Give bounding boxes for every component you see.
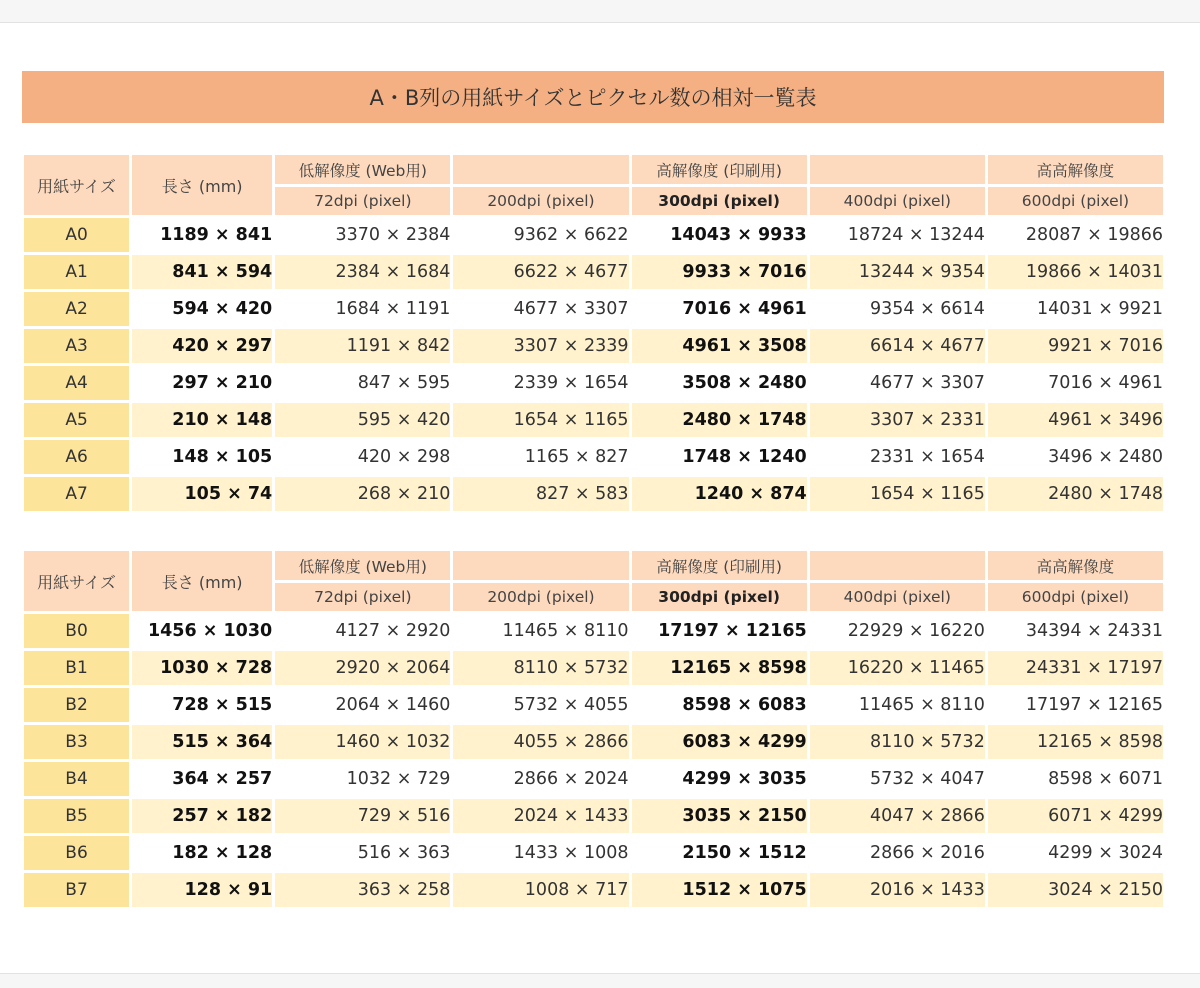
pixel-200dpi-cell: 827 × 583 — [453, 477, 628, 511]
pixel-300dpi-cell: 7016 × 4961 — [632, 292, 807, 326]
pixel-400dpi-cell: 2866 × 2016 — [810, 836, 985, 870]
page — [0, 22, 1200, 974]
table-row — [24, 836, 1163, 870]
pixel-400dpi-cell: 3307 × 2331 — [810, 403, 985, 437]
pixel-200dpi-cell: 4677 × 3307 — [453, 292, 628, 326]
pixel-600dpi-cell: 7016 × 4961 — [988, 366, 1163, 400]
header-paper-size: 用紙サイズ — [24, 551, 129, 611]
page-title: A・B列の用紙サイズとピクセル数の相対一覧表 — [22, 71, 1164, 123]
paper-size-cell: B0 — [24, 614, 129, 648]
pixel-600dpi-cell: 3024 × 2150 — [988, 873, 1163, 907]
pixel-600dpi-cell: 17197 × 12165 — [988, 688, 1163, 722]
header-blank — [453, 551, 628, 580]
length-mm-cell: 515 × 364 — [132, 725, 272, 759]
length-mm-cell: 105 × 74 — [132, 477, 272, 511]
pixel-72dpi-cell: 516 × 363 — [275, 836, 450, 870]
pixel-72dpi-cell: 363 × 258 — [275, 873, 450, 907]
pixel-72dpi-cell: 847 × 595 — [275, 366, 450, 400]
paper-size-cell: A5 — [24, 403, 129, 437]
pixel-300dpi-cell: 1748 × 1240 — [632, 440, 807, 474]
pixel-600dpi-cell: 2480 × 1748 — [988, 477, 1163, 511]
paper-size-cell: B5 — [24, 799, 129, 833]
length-mm-cell: 364 × 257 — [132, 762, 272, 796]
pixel-300dpi-cell: 2480 × 1748 — [632, 403, 807, 437]
header-ultra-res: 高高解像度 — [988, 551, 1163, 580]
length-mm-cell: 728 × 515 — [132, 688, 272, 722]
pixel-72dpi-cell: 4127 × 2920 — [275, 614, 450, 648]
pixel-400dpi-cell: 4677 × 3307 — [810, 366, 985, 400]
a-series-table — [21, 152, 1166, 514]
paper-size-cell: A1 — [24, 255, 129, 289]
header-600dpi: 600dpi (pixel) — [988, 583, 1163, 611]
header-length: 長さ (mm) — [132, 155, 272, 215]
header-blank — [810, 551, 985, 580]
pixel-200dpi-cell: 1433 × 1008 — [453, 836, 628, 870]
pixel-400dpi-cell: 4047 × 2866 — [810, 799, 985, 833]
table-row — [24, 614, 1163, 648]
pixel-200dpi-cell: 9362 × 6622 — [453, 218, 628, 252]
header-blank — [810, 155, 985, 184]
pixel-600dpi-cell: 14031 × 9921 — [988, 292, 1163, 326]
header-200dpi: 200dpi (pixel) — [453, 187, 628, 215]
pixel-200dpi-cell: 6622 × 4677 — [453, 255, 628, 289]
pixel-400dpi-cell: 9354 × 6614 — [810, 292, 985, 326]
pixel-200dpi-cell: 2339 × 1654 — [453, 366, 628, 400]
length-mm-cell: 128 × 91 — [132, 873, 272, 907]
pixel-72dpi-cell: 268 × 210 — [275, 477, 450, 511]
table-row — [24, 329, 1163, 363]
header-300dpi: 300dpi (pixel) — [632, 187, 807, 215]
pixel-300dpi-cell: 2150 × 1512 — [632, 836, 807, 870]
pixel-600dpi-cell: 9921 × 7016 — [988, 329, 1163, 363]
header-low-res: 低解像度 (Web用) — [275, 551, 450, 580]
header-72dpi: 72dpi (pixel) — [275, 583, 450, 611]
table-row — [24, 477, 1163, 511]
pixel-600dpi-cell: 28087 × 19866 — [988, 218, 1163, 252]
pixel-72dpi-cell: 1032 × 729 — [275, 762, 450, 796]
pixel-72dpi-cell: 2920 × 2064 — [275, 651, 450, 685]
table-row — [24, 366, 1163, 400]
table-row — [24, 440, 1163, 474]
paper-size-cell: A3 — [24, 329, 129, 363]
header-length: 長さ (mm) — [132, 551, 272, 611]
paper-size-cell: B6 — [24, 836, 129, 870]
pixel-72dpi-cell: 1684 × 1191 — [275, 292, 450, 326]
pixel-200dpi-cell: 2024 × 1433 — [453, 799, 628, 833]
pixel-72dpi-cell: 729 × 516 — [275, 799, 450, 833]
pixel-200dpi-cell: 11465 × 8110 — [453, 614, 628, 648]
pixel-400dpi-cell: 6614 × 4677 — [810, 329, 985, 363]
pixel-300dpi-cell: 9933 × 7016 — [632, 255, 807, 289]
header-low-res: 低解像度 (Web用) — [275, 155, 450, 184]
table-row — [24, 873, 1163, 907]
length-mm-cell: 594 × 420 — [132, 292, 272, 326]
table-row — [24, 799, 1163, 833]
paper-size-cell: B3 — [24, 725, 129, 759]
pixel-600dpi-cell: 3496 × 2480 — [988, 440, 1163, 474]
pixel-600dpi-cell: 4961 × 3496 — [988, 403, 1163, 437]
a-series-body — [24, 218, 1163, 511]
header-400dpi: 400dpi (pixel) — [810, 187, 985, 215]
paper-size-cell: B2 — [24, 688, 129, 722]
pixel-300dpi-cell: 4961 × 3508 — [632, 329, 807, 363]
length-mm-cell: 420 × 297 — [132, 329, 272, 363]
pixel-300dpi-cell: 1240 × 874 — [632, 477, 807, 511]
pixel-72dpi-cell: 1460 × 1032 — [275, 725, 450, 759]
length-mm-cell: 1189 × 841 — [132, 218, 272, 252]
header-row-top — [24, 155, 1163, 184]
paper-size-cell: B4 — [24, 762, 129, 796]
pixel-300dpi-cell: 6083 × 4299 — [632, 725, 807, 759]
pixel-300dpi-cell: 12165 × 8598 — [632, 651, 807, 685]
pixel-600dpi-cell: 8598 × 6071 — [988, 762, 1163, 796]
pixel-400dpi-cell: 2331 × 1654 — [810, 440, 985, 474]
length-mm-cell: 841 × 594 — [132, 255, 272, 289]
pixel-200dpi-cell: 1008 × 717 — [453, 873, 628, 907]
paper-size-cell: A0 — [24, 218, 129, 252]
pixel-300dpi-cell: 14043 × 9933 — [632, 218, 807, 252]
pixel-400dpi-cell: 13244 × 9354 — [810, 255, 985, 289]
table-row — [24, 688, 1163, 722]
table-row — [24, 762, 1163, 796]
pixel-400dpi-cell: 8110 × 5732 — [810, 725, 985, 759]
pixel-300dpi-cell: 4299 × 3035 — [632, 762, 807, 796]
pixel-600dpi-cell: 34394 × 24331 — [988, 614, 1163, 648]
header-high-res: 高解像度 (印刷用) — [632, 551, 807, 580]
pixel-400dpi-cell: 16220 × 11465 — [810, 651, 985, 685]
length-mm-cell: 182 × 128 — [132, 836, 272, 870]
paper-size-cell: B1 — [24, 651, 129, 685]
pixel-72dpi-cell: 3370 × 2384 — [275, 218, 450, 252]
pixel-600dpi-cell: 24331 × 17197 — [988, 651, 1163, 685]
header-blank — [453, 155, 628, 184]
pixel-200dpi-cell: 5732 × 4055 — [453, 688, 628, 722]
pixel-400dpi-cell: 22929 × 16220 — [810, 614, 985, 648]
pixel-200dpi-cell: 2866 × 2024 — [453, 762, 628, 796]
pixel-200dpi-cell: 1165 × 827 — [453, 440, 628, 474]
pixel-200dpi-cell: 8110 × 5732 — [453, 651, 628, 685]
pixel-400dpi-cell: 1654 × 1165 — [810, 477, 985, 511]
length-mm-cell: 257 × 182 — [132, 799, 272, 833]
header-ultra-res: 高高解像度 — [988, 155, 1163, 184]
table-row — [24, 403, 1163, 437]
pixel-300dpi-cell: 1512 × 1075 — [632, 873, 807, 907]
header-400dpi: 400dpi (pixel) — [810, 583, 985, 611]
pixel-300dpi-cell: 3508 × 2480 — [632, 366, 807, 400]
pixel-72dpi-cell: 1191 × 842 — [275, 329, 450, 363]
header-200dpi: 200dpi (pixel) — [453, 583, 628, 611]
pixel-600dpi-cell: 19866 × 14031 — [988, 255, 1163, 289]
paper-size-cell: B7 — [24, 873, 129, 907]
length-mm-cell: 1030 × 728 — [132, 651, 272, 685]
pixel-72dpi-cell: 2064 × 1460 — [275, 688, 450, 722]
b-series-table — [21, 548, 1166, 910]
pixel-72dpi-cell: 595 × 420 — [275, 403, 450, 437]
length-mm-cell: 210 × 148 — [132, 403, 272, 437]
table-row — [24, 651, 1163, 685]
paper-size-cell: A7 — [24, 477, 129, 511]
b-series-body — [24, 614, 1163, 907]
header-paper-size: 用紙サイズ — [24, 155, 129, 215]
pixel-300dpi-cell: 3035 × 2150 — [632, 799, 807, 833]
pixel-600dpi-cell: 4299 × 3024 — [988, 836, 1163, 870]
length-mm-cell: 297 × 210 — [132, 366, 272, 400]
pixel-400dpi-cell: 5732 × 4047 — [810, 762, 985, 796]
pixel-400dpi-cell: 11465 × 8110 — [810, 688, 985, 722]
pixel-200dpi-cell: 1654 × 1165 — [453, 403, 628, 437]
pixel-300dpi-cell: 8598 × 6083 — [632, 688, 807, 722]
pixel-600dpi-cell: 6071 × 4299 — [988, 799, 1163, 833]
pixel-200dpi-cell: 3307 × 2339 — [453, 329, 628, 363]
pixel-72dpi-cell: 2384 × 1684 — [275, 255, 450, 289]
pixel-400dpi-cell: 18724 × 13244 — [810, 218, 985, 252]
paper-size-cell: A6 — [24, 440, 129, 474]
header-high-res: 高解像度 (印刷用) — [632, 155, 807, 184]
header-300dpi: 300dpi (pixel) — [632, 583, 807, 611]
table-row — [24, 725, 1163, 759]
table-row — [24, 255, 1163, 289]
paper-size-cell: A2 — [24, 292, 129, 326]
length-mm-cell: 1456 × 1030 — [132, 614, 272, 648]
header-72dpi: 72dpi (pixel) — [275, 187, 450, 215]
header-row-top — [24, 551, 1163, 580]
pixel-200dpi-cell: 4055 × 2866 — [453, 725, 628, 759]
table-row — [24, 292, 1163, 326]
paper-size-cell: A4 — [24, 366, 129, 400]
length-mm-cell: 148 × 105 — [132, 440, 272, 474]
pixel-300dpi-cell: 17197 × 12165 — [632, 614, 807, 648]
pixel-600dpi-cell: 12165 × 8598 — [988, 725, 1163, 759]
table-row — [24, 218, 1163, 252]
pixel-400dpi-cell: 2016 × 1433 — [810, 873, 985, 907]
pixel-72dpi-cell: 420 × 298 — [275, 440, 450, 474]
header-600dpi: 600dpi (pixel) — [988, 187, 1163, 215]
